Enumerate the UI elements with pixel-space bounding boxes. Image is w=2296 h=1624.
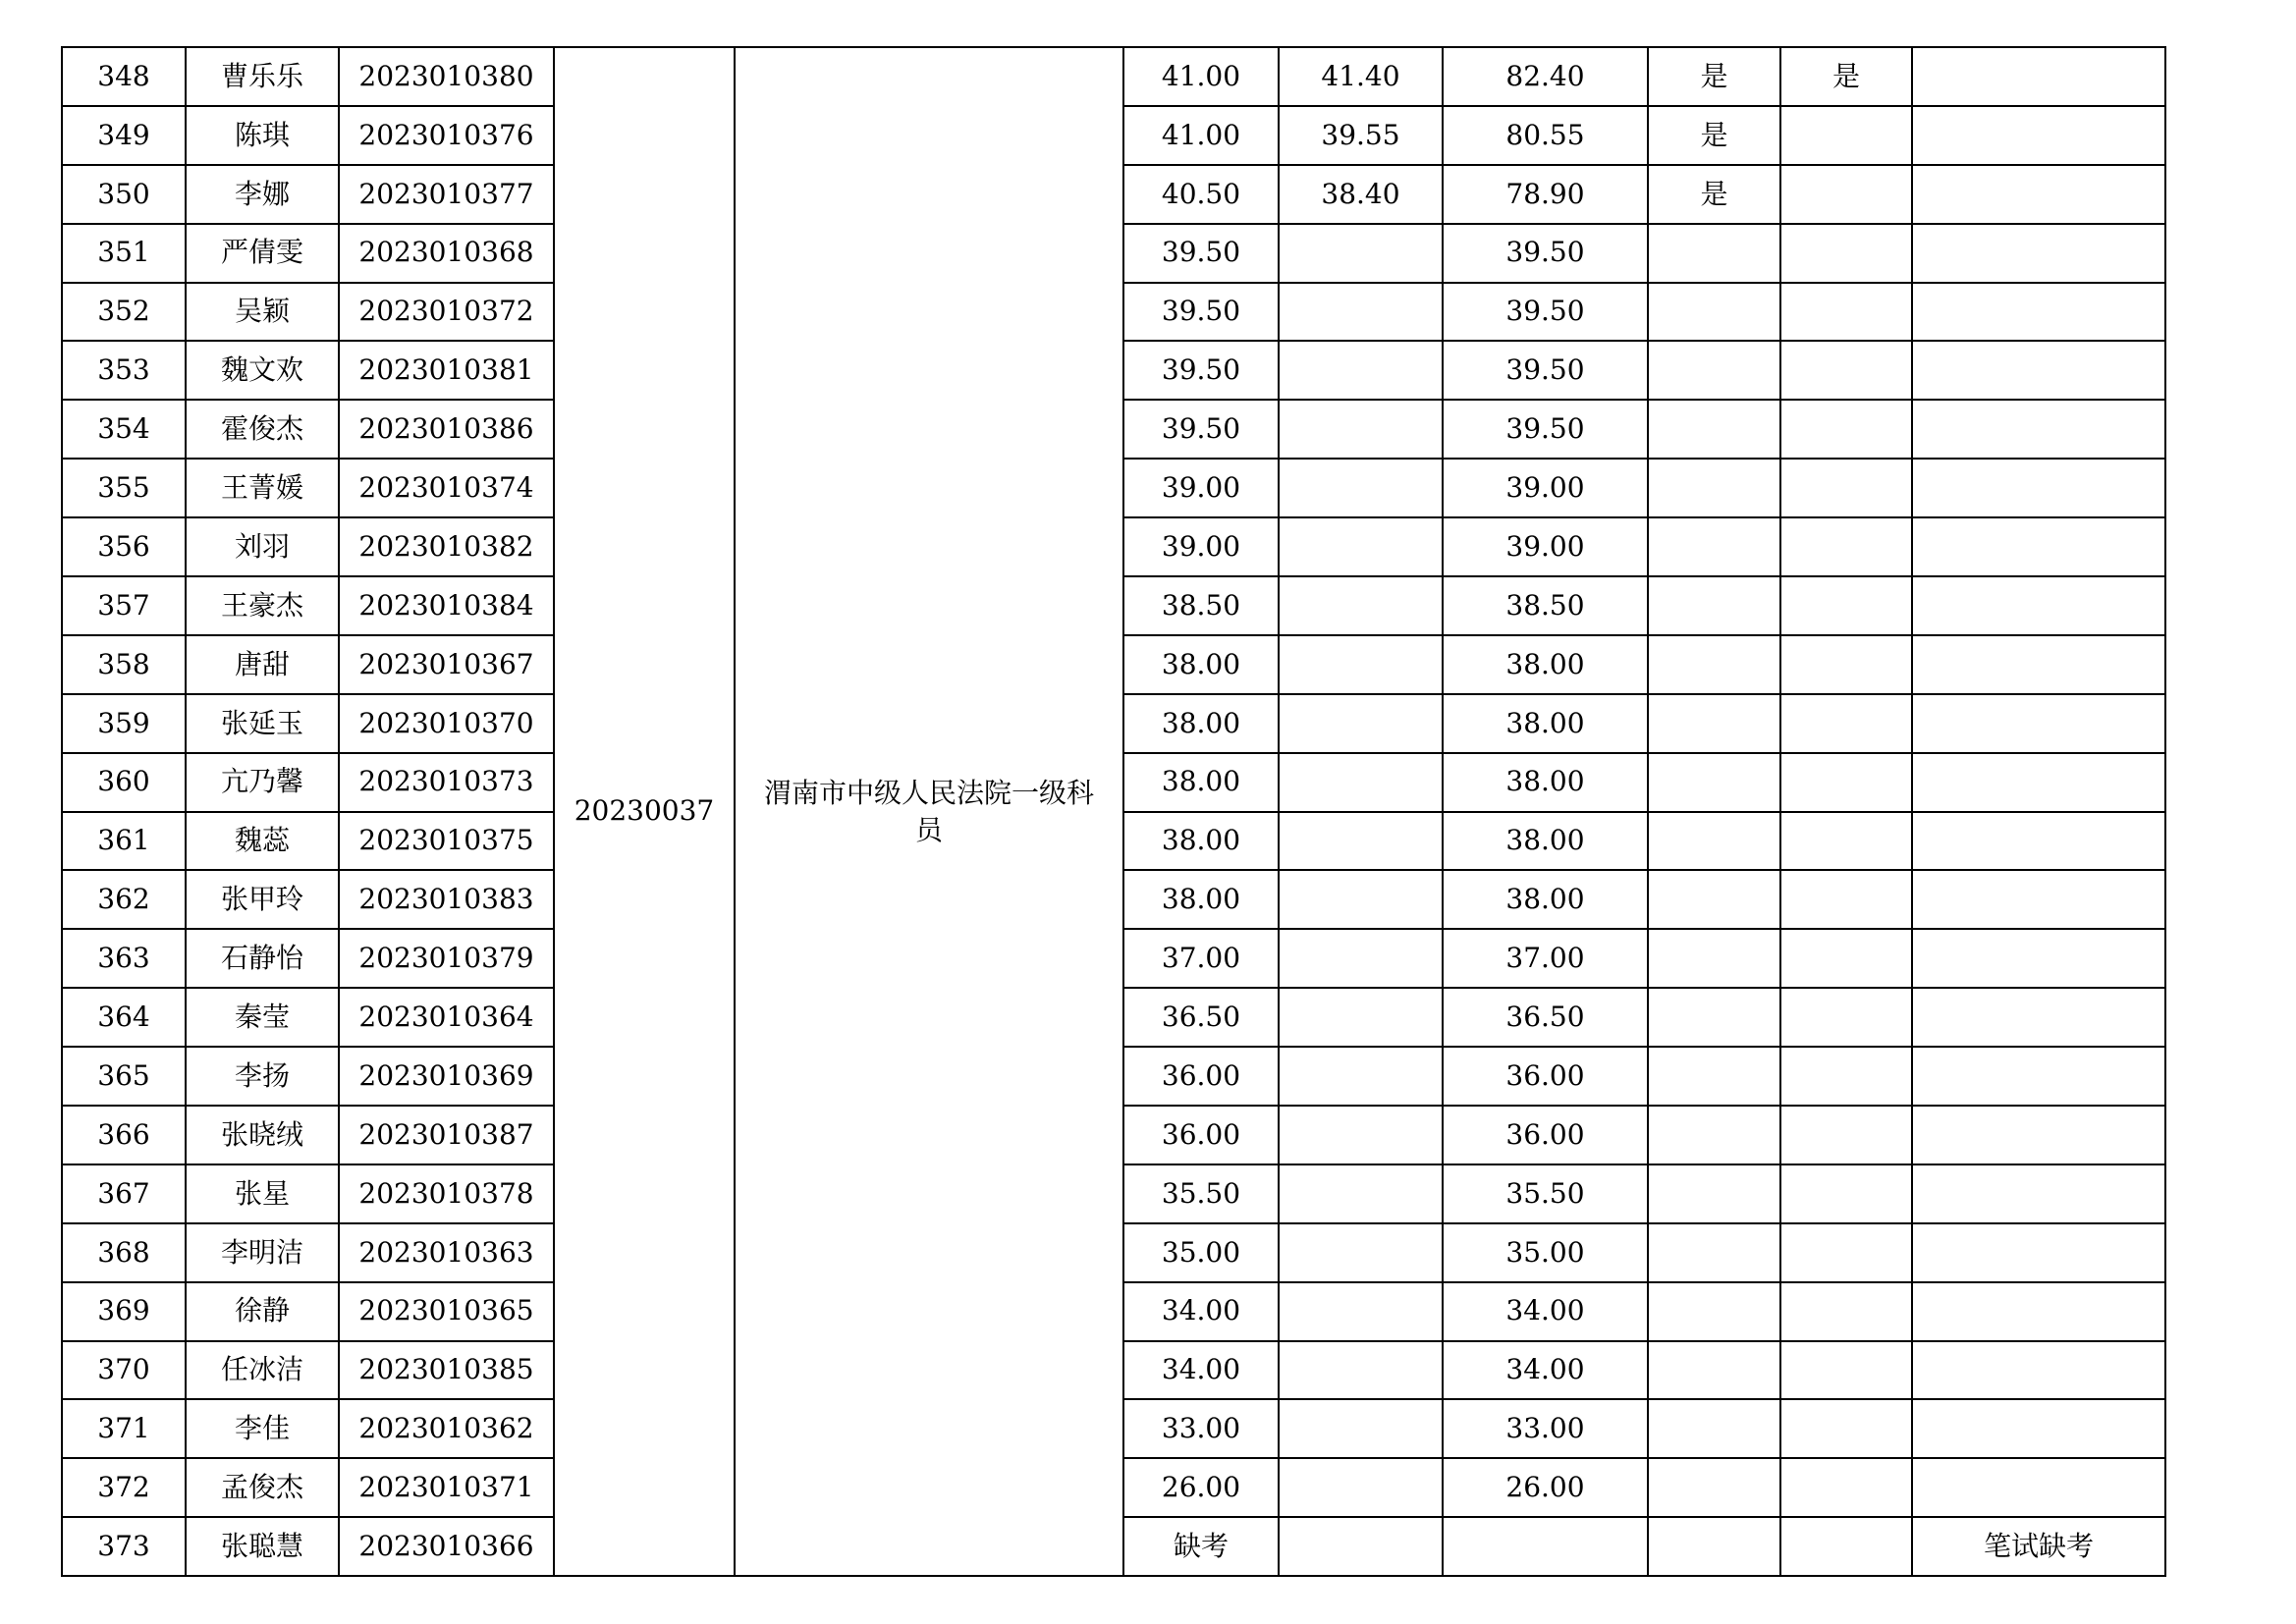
exam-id-cell: 2023010382 (339, 517, 554, 576)
interview-status-cell: 是 (1648, 47, 1780, 106)
interview-status-cell (1648, 283, 1780, 342)
written-score-cell: 36.00 (1123, 1106, 1279, 1164)
exam-id-cell: 2023010387 (339, 1106, 554, 1164)
candidate-name-cell: 亢乃馨 (186, 753, 339, 812)
total-score-cell: 82.40 (1443, 47, 1648, 106)
position-name-cell: 渭南市中级人民法院一级科员 (735, 47, 1123, 1576)
interview-score-cell (1279, 929, 1443, 988)
row-number-cell: 352 (62, 283, 186, 342)
exam-id-cell: 2023010381 (339, 341, 554, 400)
written-score-cell: 40.50 (1123, 165, 1279, 224)
exam-status-cell (1780, 753, 1912, 812)
candidate-name-cell: 石静怡 (186, 929, 339, 988)
exam-id-cell: 2023010370 (339, 694, 554, 753)
written-score-cell: 39.50 (1123, 341, 1279, 400)
exam-status-cell (1780, 1341, 1912, 1400)
total-score-cell: 38.00 (1443, 694, 1648, 753)
remark-cell (1912, 1106, 2165, 1164)
written-score-cell: 26.00 (1123, 1458, 1279, 1517)
interview-status-cell (1648, 224, 1780, 283)
written-score-cell: 39.50 (1123, 224, 1279, 283)
interview-status-cell (1648, 812, 1780, 871)
remark-cell (1912, 283, 2165, 342)
interview-status-cell (1648, 1106, 1780, 1164)
remark-cell (1912, 694, 2165, 753)
exam-status-cell (1780, 517, 1912, 576)
interview-status-cell (1648, 341, 1780, 400)
interview-score-cell (1279, 635, 1443, 694)
written-score-cell: 36.00 (1123, 1047, 1279, 1106)
total-score-cell: 38.00 (1443, 870, 1648, 929)
exam-status-cell (1780, 635, 1912, 694)
row-number-cell: 365 (62, 1047, 186, 1106)
interview-status-cell (1648, 694, 1780, 753)
exam-status-cell (1780, 1047, 1912, 1106)
interview-status-cell (1648, 1047, 1780, 1106)
interview-score-cell: 38.40 (1279, 165, 1443, 224)
candidate-name-cell: 李明洁 (186, 1223, 339, 1282)
interview-score-cell (1279, 400, 1443, 459)
interview-score-cell (1279, 576, 1443, 635)
exam-id-cell: 2023010371 (339, 1458, 554, 1517)
written-score-cell: 37.00 (1123, 929, 1279, 988)
exam-id-cell: 2023010366 (339, 1517, 554, 1576)
row-number-cell: 370 (62, 1341, 186, 1400)
interview-status-cell (1648, 1399, 1780, 1458)
exam-status-cell (1780, 1223, 1912, 1282)
exam-id-cell: 2023010363 (339, 1223, 554, 1282)
candidate-name-cell: 张星 (186, 1164, 339, 1223)
total-score-cell: 39.50 (1443, 400, 1648, 459)
row-number-cell: 371 (62, 1399, 186, 1458)
exam-id-cell: 2023010376 (339, 106, 554, 165)
exam-status-cell (1780, 459, 1912, 517)
written-score-cell: 34.00 (1123, 1341, 1279, 1400)
written-score-cell: 38.00 (1123, 635, 1279, 694)
results-table (61, 46, 2166, 1577)
written-score-cell: 36.50 (1123, 988, 1279, 1047)
candidate-name-cell: 魏蕊 (186, 812, 339, 871)
total-score-cell: 37.00 (1443, 929, 1648, 988)
exam-id-cell: 2023010379 (339, 929, 554, 988)
candidate-name-cell: 曹乐乐 (186, 47, 339, 106)
remark-cell (1912, 1399, 2165, 1458)
candidate-name-cell: 李佳 (186, 1399, 339, 1458)
exam-status-cell (1780, 1399, 1912, 1458)
exam-status-cell (1780, 1282, 1912, 1341)
interview-score-cell (1279, 341, 1443, 400)
interview-status-cell (1648, 576, 1780, 635)
remark-cell (1912, 1282, 2165, 1341)
interview-status-cell (1648, 753, 1780, 812)
position-code-cell: 20230037 (554, 47, 735, 1576)
remark-cell: 笔试缺考 (1912, 1517, 2165, 1576)
total-score-cell: 38.00 (1443, 753, 1648, 812)
remark-cell (1912, 400, 2165, 459)
interview-score-cell (1279, 1458, 1443, 1517)
remark-cell (1912, 635, 2165, 694)
interview-status-cell (1648, 1341, 1780, 1400)
candidate-name-cell: 张晓绒 (186, 1106, 339, 1164)
interview-status-cell (1648, 400, 1780, 459)
interview-status-cell: 是 (1648, 106, 1780, 165)
written-score-cell: 35.50 (1123, 1164, 1279, 1223)
exam-status-cell (1780, 1458, 1912, 1517)
exam-status-cell (1780, 341, 1912, 400)
row-number-cell: 362 (62, 870, 186, 929)
total-score-cell: 38.00 (1443, 812, 1648, 871)
row-number-cell: 373 (62, 1517, 186, 1576)
remark-cell (1912, 224, 2165, 283)
written-score-cell: 38.00 (1123, 753, 1279, 812)
remark-cell (1912, 1164, 2165, 1223)
exam-status-cell (1780, 106, 1912, 165)
written-score-cell: 41.00 (1123, 47, 1279, 106)
remark-cell (1912, 1458, 2165, 1517)
interview-score-cell (1279, 1517, 1443, 1576)
total-score-cell: 34.00 (1443, 1341, 1648, 1400)
candidate-name-cell: 秦莹 (186, 988, 339, 1047)
row-number-cell: 363 (62, 929, 186, 988)
written-score-cell: 38.50 (1123, 576, 1279, 635)
interview-score-cell (1279, 1223, 1443, 1282)
table-row (62, 47, 2165, 106)
exam-id-cell: 2023010373 (339, 753, 554, 812)
remark-cell (1912, 1223, 2165, 1282)
total-score-cell: 39.00 (1443, 517, 1648, 576)
remark-cell (1912, 812, 2165, 871)
interview-status-cell (1648, 1458, 1780, 1517)
exam-status-cell: 是 (1780, 47, 1912, 106)
interview-score-cell (1279, 1047, 1443, 1106)
interview-score-cell (1279, 517, 1443, 576)
interview-score-cell (1279, 1399, 1443, 1458)
exam-id-cell: 2023010385 (339, 1341, 554, 1400)
total-score-cell: 39.50 (1443, 341, 1648, 400)
interview-score-cell (1279, 1106, 1443, 1164)
exam-status-cell (1780, 988, 1912, 1047)
interview-status-cell (1648, 870, 1780, 929)
total-score-cell: 38.50 (1443, 576, 1648, 635)
row-number-cell: 369 (62, 1282, 186, 1341)
total-score-cell: 36.50 (1443, 988, 1648, 1047)
written-score-cell: 41.00 (1123, 106, 1279, 165)
exam-status-cell (1780, 283, 1912, 342)
row-number-cell: 372 (62, 1458, 186, 1517)
candidate-name-cell: 霍俊杰 (186, 400, 339, 459)
remark-cell (1912, 341, 2165, 400)
candidate-name-cell: 王菁媛 (186, 459, 339, 517)
interview-score-cell (1279, 988, 1443, 1047)
candidate-name-cell: 严倩雯 (186, 224, 339, 283)
total-score-cell: 36.00 (1443, 1047, 1648, 1106)
exam-status-cell (1780, 1164, 1912, 1223)
row-number-cell: 360 (62, 753, 186, 812)
exam-status-cell (1780, 1517, 1912, 1576)
interview-score-cell (1279, 1341, 1443, 1400)
written-score-cell: 38.00 (1123, 694, 1279, 753)
row-number-cell: 350 (62, 165, 186, 224)
exam-id-cell: 2023010383 (339, 870, 554, 929)
total-score-cell: 39.50 (1443, 283, 1648, 342)
total-score-cell: 34.00 (1443, 1282, 1648, 1341)
interview-score-cell (1279, 694, 1443, 753)
written-score-cell: 39.50 (1123, 283, 1279, 342)
total-score-cell: 78.90 (1443, 165, 1648, 224)
remark-cell (1912, 1341, 2165, 1400)
interview-score-cell (1279, 812, 1443, 871)
candidate-name-cell: 李扬 (186, 1047, 339, 1106)
written-score-cell: 39.00 (1123, 459, 1279, 517)
row-number-cell: 355 (62, 459, 186, 517)
total-score-cell: 36.00 (1443, 1106, 1648, 1164)
exam-id-cell: 2023010368 (339, 224, 554, 283)
remark-cell (1912, 576, 2165, 635)
exam-status-cell (1780, 400, 1912, 459)
written-score-cell: 34.00 (1123, 1282, 1279, 1341)
candidate-name-cell: 唐甜 (186, 635, 339, 694)
remark-cell (1912, 1047, 2165, 1106)
row-number-cell: 357 (62, 576, 186, 635)
interview-score-cell (1279, 459, 1443, 517)
total-score-cell: 35.00 (1443, 1223, 1648, 1282)
row-number-cell: 361 (62, 812, 186, 871)
exam-status-cell (1780, 870, 1912, 929)
candidate-name-cell: 陈琪 (186, 106, 339, 165)
interview-status-cell: 是 (1648, 165, 1780, 224)
candidate-name-cell: 张聪慧 (186, 1517, 339, 1576)
candidate-name-cell: 王豪杰 (186, 576, 339, 635)
exam-id-cell: 2023010369 (339, 1047, 554, 1106)
interview-status-cell (1648, 459, 1780, 517)
row-number-cell: 356 (62, 517, 186, 576)
exam-id-cell: 2023010364 (339, 988, 554, 1047)
written-score-cell: 39.00 (1123, 517, 1279, 576)
remark-cell (1912, 106, 2165, 165)
written-score-cell: 缺考 (1123, 1517, 1279, 1576)
total-score-cell: 33.00 (1443, 1399, 1648, 1458)
exam-status-cell (1780, 1106, 1912, 1164)
interview-score-cell (1279, 753, 1443, 812)
total-score-cell: 26.00 (1443, 1458, 1648, 1517)
remark-cell (1912, 165, 2165, 224)
row-number-cell: 366 (62, 1106, 186, 1164)
exam-status-cell (1780, 812, 1912, 871)
exam-id-cell: 2023010377 (339, 165, 554, 224)
candidate-name-cell: 魏文欢 (186, 341, 339, 400)
row-number-cell: 349 (62, 106, 186, 165)
row-number-cell: 368 (62, 1223, 186, 1282)
candidate-name-cell: 李娜 (186, 165, 339, 224)
candidate-name-cell: 徐静 (186, 1282, 339, 1341)
remark-cell (1912, 517, 2165, 576)
candidate-name-cell: 张甲玲 (186, 870, 339, 929)
exam-status-cell (1780, 576, 1912, 635)
total-score-cell: 35.50 (1443, 1164, 1648, 1223)
interview-status-cell (1648, 1164, 1780, 1223)
exam-status-cell (1780, 929, 1912, 988)
remark-cell (1912, 47, 2165, 106)
interview-status-cell (1648, 1517, 1780, 1576)
interview-score-cell (1279, 1282, 1443, 1341)
written-score-cell: 38.00 (1123, 870, 1279, 929)
interview-score-cell: 39.55 (1279, 106, 1443, 165)
total-score-cell: 38.00 (1443, 635, 1648, 694)
exam-status-cell (1780, 165, 1912, 224)
exam-id-cell: 2023010386 (339, 400, 554, 459)
remark-cell (1912, 459, 2165, 517)
written-score-cell: 33.00 (1123, 1399, 1279, 1458)
row-number-cell: 348 (62, 47, 186, 106)
remark-cell (1912, 753, 2165, 812)
candidate-name-cell: 张延玉 (186, 694, 339, 753)
total-score-cell (1443, 1517, 1648, 1576)
remark-cell (1912, 988, 2165, 1047)
exam-id-cell: 2023010367 (339, 635, 554, 694)
row-number-cell: 359 (62, 694, 186, 753)
row-number-cell: 353 (62, 341, 186, 400)
row-number-cell: 351 (62, 224, 186, 283)
exam-id-cell: 2023010384 (339, 576, 554, 635)
exam-id-cell: 2023010374 (339, 459, 554, 517)
interview-score-cell: 41.40 (1279, 47, 1443, 106)
exam-id-cell: 2023010365 (339, 1282, 554, 1341)
remark-cell (1912, 929, 2165, 988)
interview-score-cell (1279, 283, 1443, 342)
interview-status-cell (1648, 1223, 1780, 1282)
exam-status-cell (1780, 224, 1912, 283)
total-score-cell: 39.00 (1443, 459, 1648, 517)
written-score-cell: 38.00 (1123, 812, 1279, 871)
candidate-name-cell: 刘羽 (186, 517, 339, 576)
candidate-name-cell: 孟俊杰 (186, 1458, 339, 1517)
interview-status-cell (1648, 635, 1780, 694)
written-score-cell: 35.00 (1123, 1223, 1279, 1282)
exam-id-cell: 2023010380 (339, 47, 554, 106)
exam-id-cell: 2023010375 (339, 812, 554, 871)
row-number-cell: 364 (62, 988, 186, 1047)
interview-status-cell (1648, 988, 1780, 1047)
row-number-cell: 358 (62, 635, 186, 694)
total-score-cell: 80.55 (1443, 106, 1648, 165)
exam-id-cell: 2023010372 (339, 283, 554, 342)
row-number-cell: 354 (62, 400, 186, 459)
exam-id-cell: 2023010362 (339, 1399, 554, 1458)
interview-score-cell (1279, 1164, 1443, 1223)
interview-score-cell (1279, 224, 1443, 283)
total-score-cell: 39.50 (1443, 224, 1648, 283)
exam-status-cell (1780, 694, 1912, 753)
remark-cell (1912, 870, 2165, 929)
results-table-body (62, 47, 2165, 1576)
candidate-name-cell: 吴颖 (186, 283, 339, 342)
interview-score-cell (1279, 870, 1443, 929)
written-score-cell: 39.50 (1123, 400, 1279, 459)
candidate-name-cell: 任冰洁 (186, 1341, 339, 1400)
row-number-cell: 367 (62, 1164, 186, 1223)
interview-status-cell (1648, 929, 1780, 988)
exam-id-cell: 2023010378 (339, 1164, 554, 1223)
interview-status-cell (1648, 1282, 1780, 1341)
interview-status-cell (1648, 517, 1780, 576)
